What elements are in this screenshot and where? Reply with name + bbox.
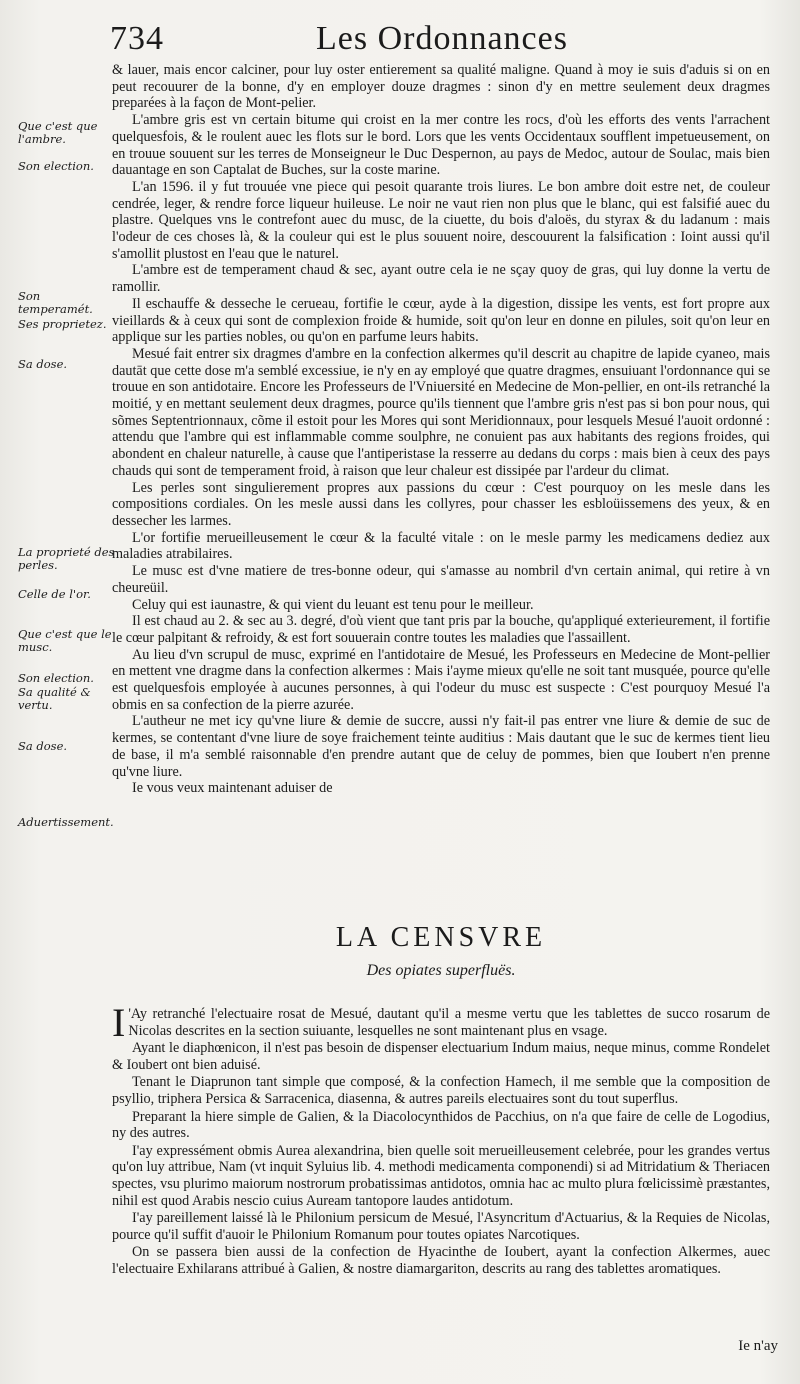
paragraph: Les perles sont singulierement propres aux passions du cœur : C'est pourquoy on les mesle dans les compositions cordiales. On les mesle aussi dans les collyres, pour chasser les esbloüissemens des yeux, & en dessecher les larmes. (112, 479, 770, 529)
paragraph: Celuy qui est iaunastre, & qui vient du leuant est tenu pour le meilleur. (132, 596, 534, 613)
margin-note: Que c'est que le musc. (18, 627, 112, 654)
margin-note: Sa qualité & vertu. (18, 685, 91, 712)
paragraph: L'ambre gris est vn certain bitume qui croist en la mer contre les rocs, d'où les efforts des vents l'arrachent quelquesfois, & le roulent auec les flots sur le bord. Lors que les vents Occidentaux soufflent impetueusement, on en trouue souuent sur les terres de Monseigneur le Duc Despernon, au pays de Medoc, autour de Soulac, mais bien dauantage en son Captalat de Buches, sur la coste marine. (112, 112, 770, 179)
paragraph: Ie vous veux maintenant aduiser de (132, 780, 333, 797)
paragraph: & lauer, mais encor calciner, pour luy oster entierement sa qualité maligne. Quand à moy ie suis d'aduis si on en peut recouurer de la bonne, d'y en employer douze dragmes : sinon d'y en mettre seulement deux dragmes preparées à la façon de Mont-pelier. (112, 62, 770, 112)
margin-note: Son election. (18, 159, 94, 173)
paragraph: Tenant le Diaprunon tant simple que composé, & la confection Hamech, il me semble que la composition de psyllio, triphera Persica & Sarracenica, diasenna, & autres pareils electuaires sont du tout superflus. (112, 1074, 770, 1107)
paragraph: Le musc est d'vne matiere de tres-bonne odeur, qui s'amasse au nombril d'vn certain animal, qui retire à vn cheureüil. (112, 563, 770, 596)
margin-note: Ses proprietez. (18, 317, 107, 331)
catchword: Ie n'ay (738, 1338, 778, 1354)
paragraph: L'an 1596. il y fut trouuée vne piece qui pesoit quarante trois liures. Le bon ambre doit estre net, de couleur cendrée, leger, & rendre force liqueur huileuse. Le noir ne vaut rien non plus que le blanc, qui est falsifié auec du plastre. Quelques vns le contrefont auec du musc, de la ciuette, du bois d'aloës, du styrax & du ladanum : mais l'odeur de ces choses là, & la couleur qui est le plus souuent noire, descouurent la falsification : Ioint aussi qu'il s'amollit plustost en l'eau que le naturel. (112, 178, 770, 262)
main-text (112, 62, 770, 797)
paragraph: L'autheur ne met icy qu'vne liure & demie de succre, aussi n'y fait-il pas entrer vne liure & demie de suc de kermes, se contentant d'vne liure de soye fraichement teinte auditius : Mais dautant que le suc de kermes tient lieu de base, il m'a semblé raisonnable d'en prendre autant que de celuy de pommes, bien que Ioubert n'en prenne qu'vne liure. (112, 713, 770, 780)
paragraph: Il est chaud au 2. & sec au 3. degré, d'où vient que tant pris par la bouche, qu'appliqué exterieurement, il fortifie le cœur palpitant & refroidy, & est fort souuerain contre toutes les maladies que l'assaillent. (112, 613, 770, 646)
section-heading (112, 920, 770, 980)
paragraph: L'or fortifie merueilleusement le cœur & la faculté vitale : on le mesle parmy les medicamens dediez aux maladies atrabilaires. (112, 529, 770, 563)
margin-note: Que c'est que l'ambre. (18, 119, 98, 146)
paragraph: Mesué fait entrer six dragmes d'ambre en la confection alkermes qu'il descrit au chapitre de lapide cyaneo, mais dautāt que cette dose m'a semblé excessiue, ie n'y en ay employé que quatre dragmes, ensuiuant l'ordonnance qui se trouue en son antidotaire. Encore les Professeurs de l'Vniuersité en Medecine de Mon-pellier, en ont-ils retranché la moitié, y en mettant seulement deux dragmes, pource qu'ils tiennent que l'ambre gris n'est pas si bon pour nous, qui sõmes Septentrionnaux, cõme il estoit pour les Mores qui sont Meridionnaux, pour lesquels Mesué l'auoit ordonné : attendu que l'ambre qui est inflammable comme soulphre, ne conuient pas aux habitants des regions froides, qui abondent en chaleur naturelle, à cause que l'antiperistase la resserre au dedans du corps : mais bien à ceux des pays chauds qui sont de temperament froid, à raison que leur chaleur est dissipée par l'ardeur du climat. (112, 345, 770, 479)
margin-note: Son election. (18, 671, 94, 685)
censure-text (112, 1000, 770, 1279)
paragraph: On se passera bien aussi de la confection de Hyacinthe de Ioubert, ayant la confection Alkermes, auec l'electuaire Exhilarans attribué à Galien, & nostre diamargariton, descrits au rang des tablettes aromatiques. (112, 1244, 770, 1277)
running-title: Les Ordonnances (316, 20, 568, 57)
paragraph: I'ay expressément obmis Aurea alexandrina, bien quelle soit merueilleusement celebrée, pour les grandes vertus qu'on luy attribue, Nam (vt inquit Syluius lib. 4. methodi medicamenta componendi) si ad Mitridatium & Theriacen spectes, vsu plurimo maiorum nostrorum probatissimas antidotos, omnia hac ac multo plura fœlicissimè præstantes, nihil est quod Arabis nescio cuius Auream tantopore laudes antidotum. (112, 1142, 770, 1209)
section-subtitle: Des opiates superfluës. (366, 962, 516, 979)
paragraph (112, 1000, 770, 1045)
page-header (110, 20, 600, 64)
paragraph: Ayant le diaphœnicon, il n'est pas besoin de dispenser electuarium Indum maius, neque minus, comme Rondelet & Ioubert ont bien aduisé. (112, 1040, 770, 1073)
margin-note: La proprieté des perles. (18, 545, 115, 572)
drop-cap-initial: I (112, 1000, 126, 1045)
paragraph: Il eschauffe & desseche le cerueau, fortifie le cœur, ayde à la digestion, dissipe les vents, est fort propre aux vieillards & à ceux qui sont de complexion froide & humide, soit qu'on leur en donne en pilules, soit qu'on leur en applique sur les parties nobles, ou qu'on en parfume leurs habits. (112, 295, 770, 346)
margin-note: Sa dose. (18, 357, 68, 371)
margin-note: Celle de l'or. (18, 587, 91, 601)
paragraph: L'ambre est de temperament chaud & sec, ayant outre cela ie ne sçay quoy de gras, qui luy donne la vertu de ramollir. (112, 262, 770, 296)
margin-note: Sa dose. (18, 739, 68, 753)
paragraph: I'ay pareillement laissé là le Philonium persicum de Mesué, l'Asyncritum d'Actuarius, & la Requies de Nicolas, pource qu'il suffit d'auoir le Philonium Romanum pour toutes opiates Narcotiques. (112, 1210, 770, 1243)
page-number: 734 (110, 20, 164, 57)
section-title: LA CENSVRE (335, 922, 547, 953)
margin-note: Son temperamét. (18, 289, 93, 316)
paragraph: Preparant la hiere simple de Galien, & la Diacolocynthidos de Pacchius, on n'a que faire de celle de Logodius, ny des autres. (112, 1108, 770, 1142)
paragraph-text: 'Ay retranché l'electuaire rosat de Mesué, dautant qu'il a mesme vertu que les tablettes de succo rosarum de Nicolas descrites en la section suiuante, lesquelles ne sont maintenant plus en vsage. (128, 1006, 770, 1039)
margin-note: Aduertissement. (18, 815, 114, 829)
paragraph: Au lieu d'vn scrupul de musc, exprimé en l'antidotaire de Mesué, les Professeurs en Medecine de Mont-pellier en mettent vne dragme dans la confection alkermes : Mais i'ayme mieux qu'elle ne soit tant musquée, pource qu'elle est quelquesfois employée à aucunes personnes, à qui l'odeur du musc est suspecte : C'est pourquoy Mesué l'a obmis en sa confection de la pierre azurée. (112, 646, 770, 713)
